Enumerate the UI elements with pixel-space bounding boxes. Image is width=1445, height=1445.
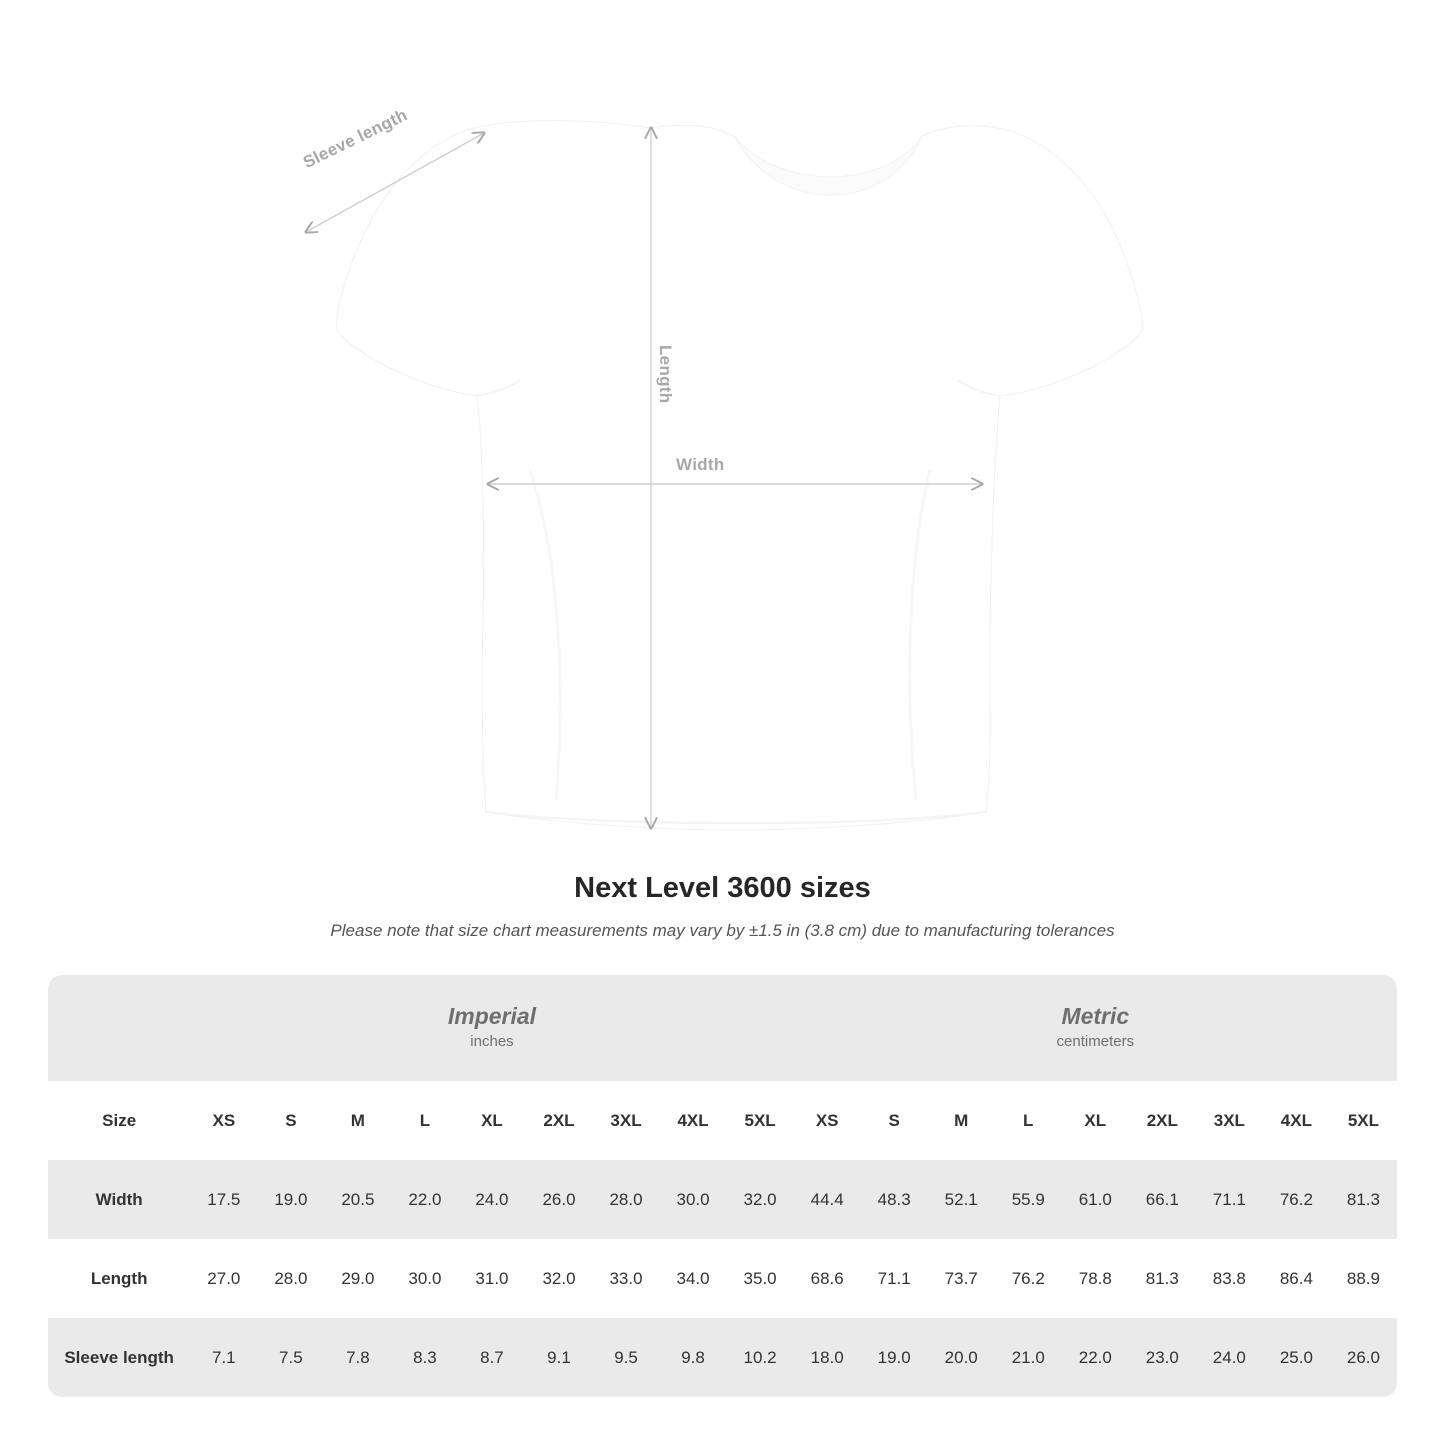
table-cell: 71.1 [1196, 1160, 1263, 1239]
table-cell: 32.0 [525, 1239, 592, 1318]
unit-group-imperial [190, 975, 793, 1081]
tshirt-shape [337, 121, 1143, 830]
table-cell: 30.0 [660, 1160, 727, 1239]
length-label: Length [656, 345, 675, 404]
table-cell: 24.0 [458, 1160, 525, 1239]
table-cell: 61.0 [1062, 1160, 1129, 1239]
table-cell: 20.0 [928, 1318, 995, 1397]
size-header-label: Size [48, 1081, 190, 1160]
size-header-cell: L [995, 1081, 1062, 1160]
table-cell: 19.0 [257, 1160, 324, 1239]
table-cell: 7.1 [190, 1318, 257, 1397]
row-label-length: Length [48, 1239, 190, 1318]
table-cell: 81.3 [1330, 1160, 1397, 1239]
size-header-cell: XL [1062, 1081, 1129, 1160]
size-header-cell: S [257, 1081, 324, 1160]
table-cell: 20.5 [324, 1160, 391, 1239]
table-cell: 27.0 [190, 1239, 257, 1318]
table-cell: 78.8 [1062, 1239, 1129, 1318]
size-table-wrapper [48, 975, 1397, 1397]
table-cell: 86.4 [1263, 1239, 1330, 1318]
unit-imperial-sub: inches [470, 1033, 514, 1051]
size-header-cell: M [324, 1081, 391, 1160]
size-header-cell: 5XL [1330, 1081, 1397, 1160]
sleeve-length-label: Sleeve length [300, 105, 411, 173]
width-label: Width [676, 455, 725, 474]
table-cell: 48.3 [861, 1160, 928, 1239]
table-cell: 21.0 [995, 1318, 1062, 1397]
table-cell: 71.1 [861, 1239, 928, 1318]
table-cell: 81.3 [1129, 1239, 1196, 1318]
table-row [48, 1160, 1397, 1239]
page-title: Next Level 3600 sizes [574, 872, 871, 904]
table-cell: 22.0 [1062, 1318, 1129, 1397]
table-cell: 9.8 [660, 1318, 727, 1397]
unit-header-row [48, 975, 1397, 1081]
table-cell: 83.8 [1196, 1239, 1263, 1318]
table-cell: 88.9 [1330, 1239, 1397, 1318]
table-cell: 68.6 [794, 1239, 861, 1318]
table-cell: 34.0 [660, 1239, 727, 1318]
size-header-cell: S [861, 1081, 928, 1160]
table-cell: 24.0 [1196, 1318, 1263, 1397]
table-cell: 55.9 [995, 1160, 1062, 1239]
unit-metric-sub: centimeters [1056, 1033, 1135, 1051]
table-cell: 9.5 [593, 1318, 660, 1397]
table-cell: 17.5 [190, 1160, 257, 1239]
table-cell: 30.0 [391, 1239, 458, 1318]
size-header-cell: 4XL [660, 1081, 727, 1160]
table-cell: 7.5 [257, 1318, 324, 1397]
table-cell: 28.0 [593, 1160, 660, 1239]
table-cell: 76.2 [1263, 1160, 1330, 1239]
table-cell: 44.4 [794, 1160, 861, 1239]
table-cell: 28.0 [257, 1239, 324, 1318]
size-header-cell: 3XL [1196, 1081, 1263, 1160]
size-header-cell: XS [794, 1081, 861, 1160]
row-label-width: Width [48, 1160, 190, 1239]
size-table [48, 975, 1397, 1397]
table-cell: 26.0 [525, 1160, 592, 1239]
table-cell: 31.0 [458, 1239, 525, 1318]
tolerance-note: Please note that size chart measurements may vary by ±1.5 in (3.8 cm) due to manufacturing tolerances [330, 921, 1115, 940]
table-cell: 19.0 [861, 1318, 928, 1397]
table-row [48, 1318, 1397, 1397]
unit-imperial-name: Imperial [447, 1002, 537, 1029]
row-label-sleeve-length: Sleeve length [48, 1318, 190, 1397]
table-cell: 8.3 [391, 1318, 458, 1397]
table-row [48, 1239, 1397, 1318]
table-cell: 29.0 [324, 1239, 391, 1318]
table-cell: 8.7 [458, 1318, 525, 1397]
table-cell: 26.0 [1330, 1318, 1397, 1397]
size-header-cell: M [928, 1081, 995, 1160]
table-cell: 73.7 [928, 1239, 995, 1318]
size-header-cell: XL [458, 1081, 525, 1160]
table-cell: 32.0 [727, 1160, 794, 1239]
unit-group-metric [794, 975, 1397, 1081]
table-cell: 7.8 [324, 1318, 391, 1397]
size-header-cell: L [391, 1081, 458, 1160]
table-cell: 10.2 [727, 1318, 794, 1397]
table-cell: 25.0 [1263, 1318, 1330, 1397]
size-header-cell: 5XL [727, 1081, 794, 1160]
size-header-cell: XS [190, 1081, 257, 1160]
table-cell: 22.0 [391, 1160, 458, 1239]
unit-corner-cell [48, 975, 190, 1081]
size-header-cell: 2XL [1129, 1081, 1196, 1160]
table-cell: 33.0 [593, 1239, 660, 1318]
table-cell: 9.1 [525, 1318, 592, 1397]
table-cell: 66.1 [1129, 1160, 1196, 1239]
size-header-cell: 4XL [1263, 1081, 1330, 1160]
unit-metric-name: Metric [1061, 1002, 1130, 1029]
size-header-cell: 2XL [525, 1081, 592, 1160]
table-cell: 18.0 [794, 1318, 861, 1397]
table-cell: 35.0 [727, 1239, 794, 1318]
table-cell: 52.1 [928, 1160, 995, 1239]
table-cell: 76.2 [995, 1239, 1062, 1318]
size-header-cell: 3XL [593, 1081, 660, 1160]
table-cell: 23.0 [1129, 1318, 1196, 1397]
size-header-row [48, 1081, 1397, 1160]
